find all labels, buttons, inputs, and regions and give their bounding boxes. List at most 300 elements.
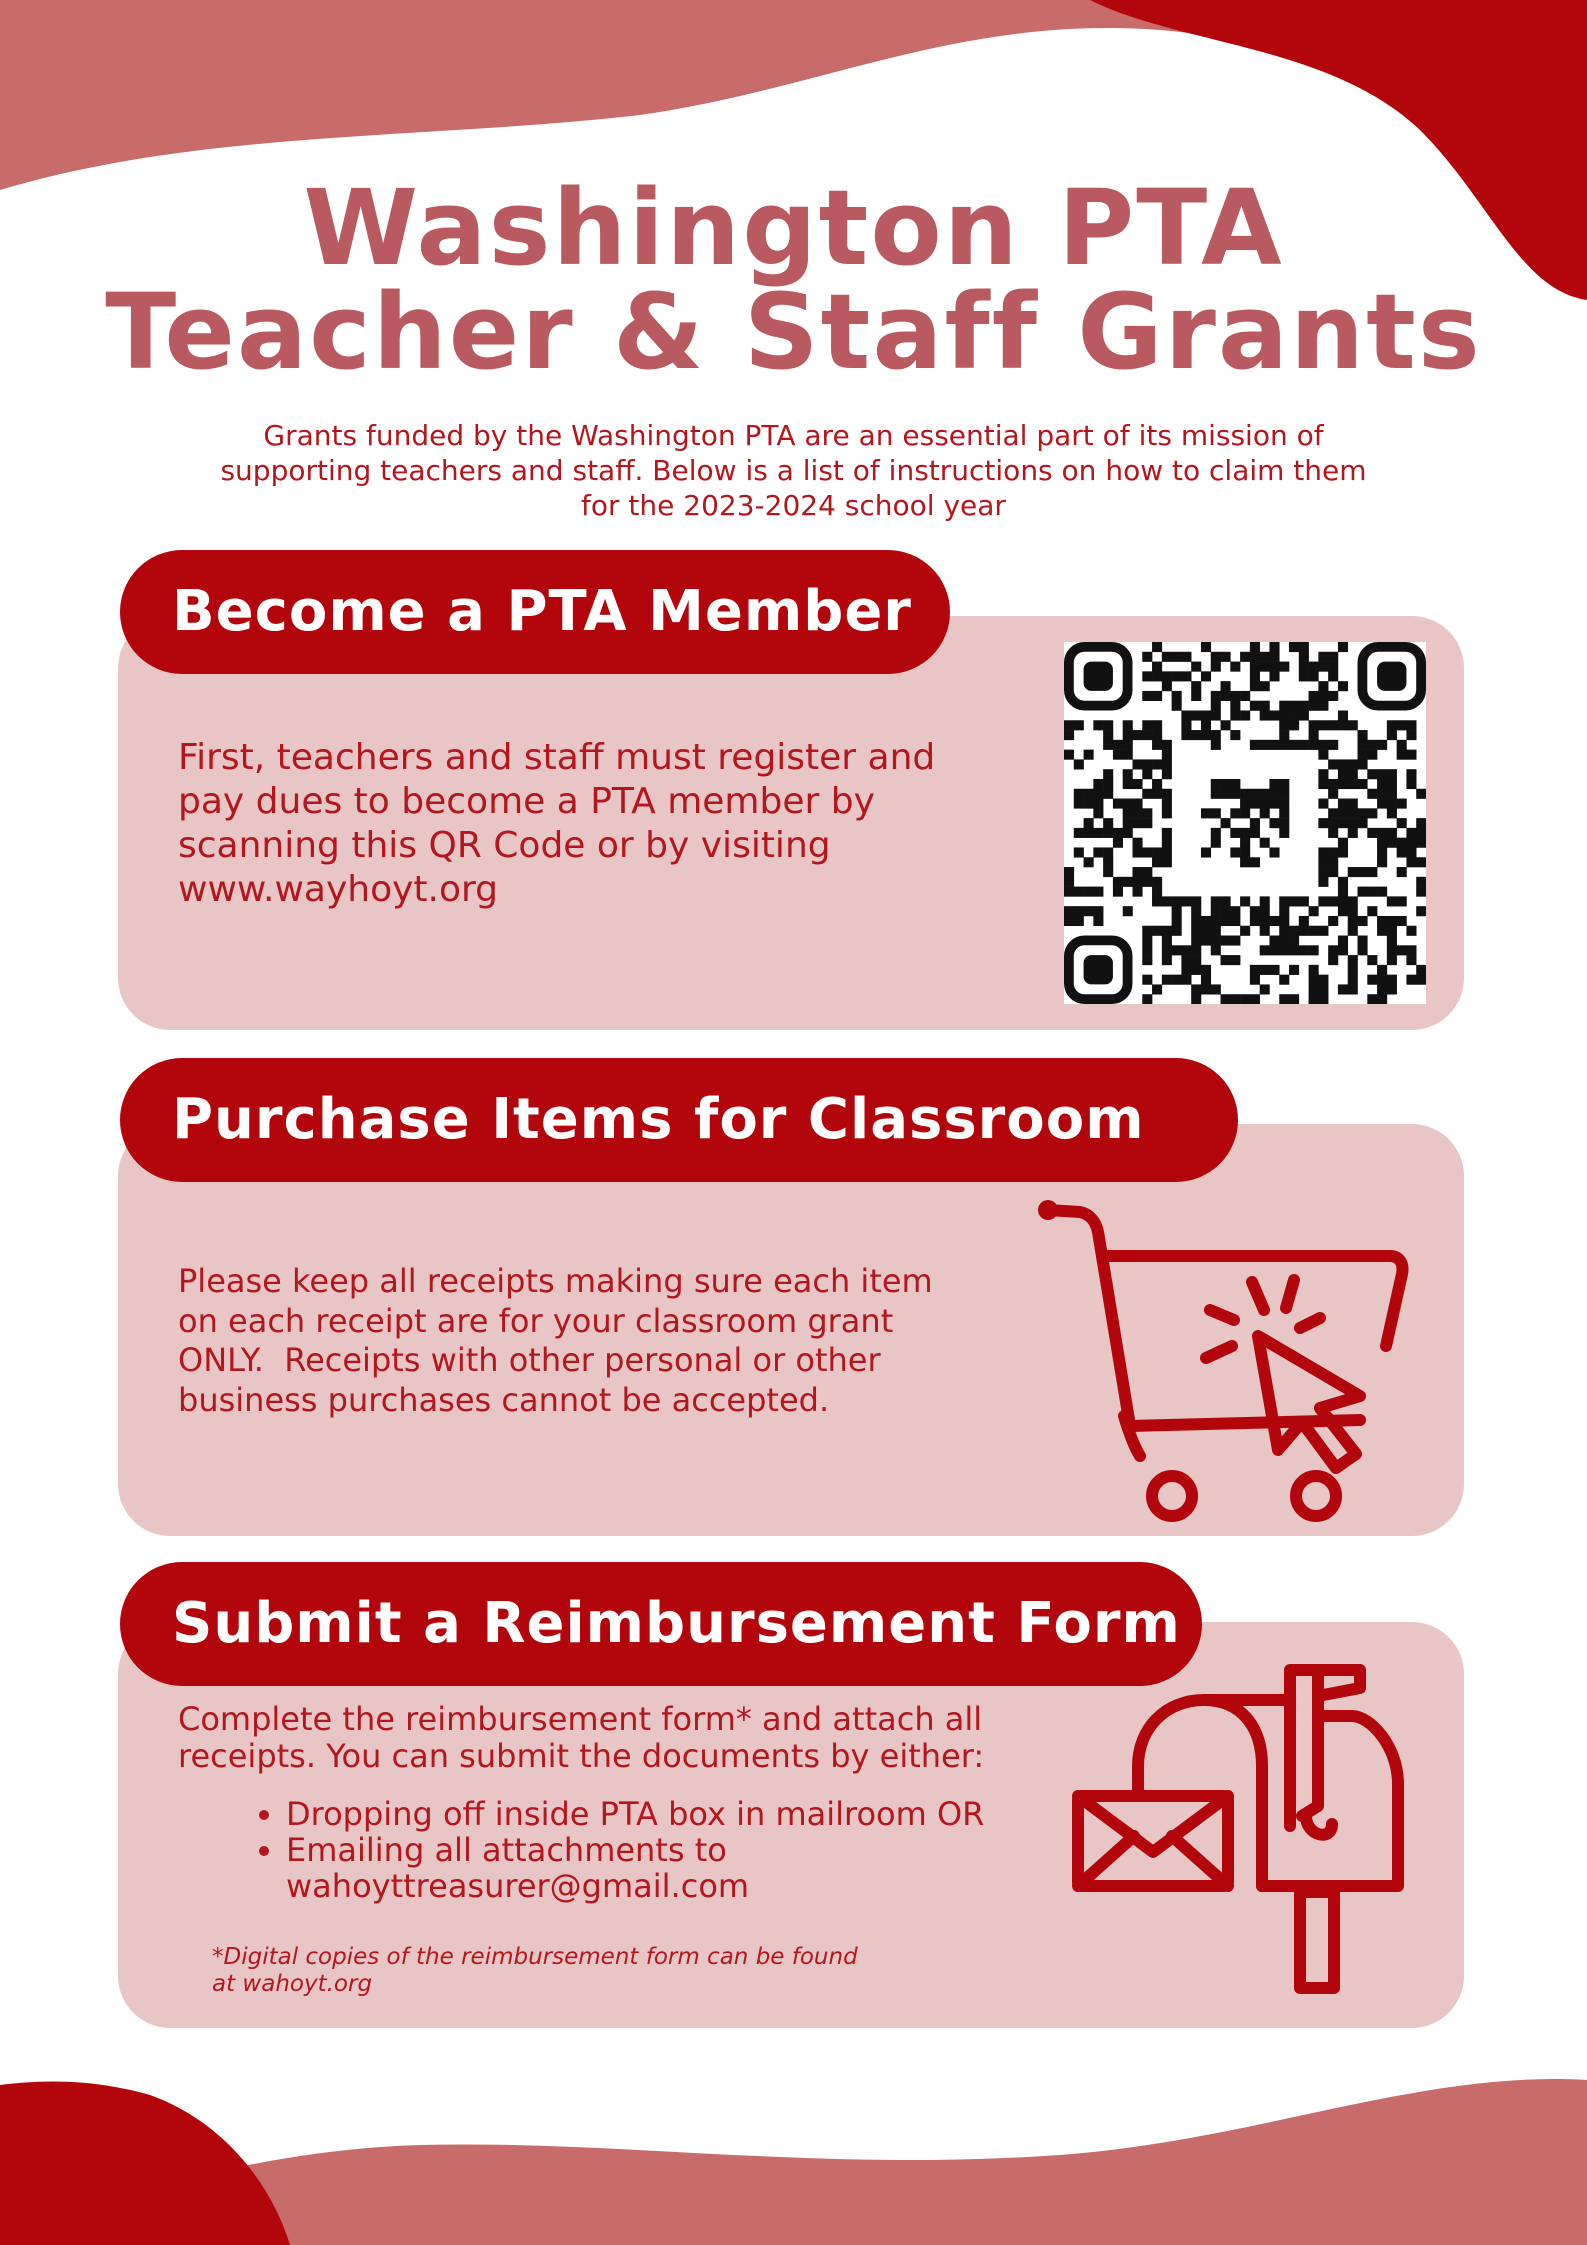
purchase-line: business purchases cannot be accepted.	[178, 1380, 830, 1419]
qr-module	[1152, 857, 1162, 867]
qr-module	[1260, 906, 1270, 916]
qr-module	[1211, 906, 1221, 916]
qr-module	[1250, 662, 1260, 672]
qr-module	[1289, 740, 1299, 750]
qr-module	[1240, 838, 1250, 848]
qr-module	[1328, 847, 1338, 857]
qr-module	[1211, 652, 1221, 662]
qr-module	[1113, 740, 1123, 750]
qr-module	[1279, 710, 1289, 720]
qr-module	[1358, 818, 1368, 828]
qr-module	[1397, 750, 1407, 760]
qr-module	[1201, 926, 1211, 936]
qr-module	[1172, 691, 1182, 701]
qr-module	[1152, 759, 1162, 769]
qr-module	[1279, 994, 1289, 1004]
qr-module	[1162, 975, 1172, 985]
qr-module	[1230, 691, 1240, 701]
qr-module	[1279, 701, 1289, 711]
reimbursement-line: receipts. You can submit the documents by either:	[178, 1737, 985, 1775]
footnote	[212, 1944, 952, 1998]
qr-module	[1397, 867, 1407, 877]
qr-module	[1377, 916, 1387, 926]
qr-module	[1338, 887, 1348, 897]
qr-module	[1358, 779, 1368, 789]
qr-module	[1191, 936, 1201, 946]
qr-module	[1142, 691, 1152, 701]
qr-module	[1221, 652, 1231, 662]
qr-module	[1142, 789, 1152, 799]
qr-module	[1103, 789, 1113, 799]
qr-module	[1230, 994, 1240, 1004]
footnote-line-1: *Digital copies of the reimbursement form can be found	[212, 1944, 858, 1970]
qr-module	[1318, 750, 1328, 760]
qr-module	[1103, 720, 1113, 730]
qr-module	[1260, 838, 1270, 848]
qr-module	[1387, 984, 1397, 994]
qr-module	[1279, 936, 1289, 946]
qr-module	[1416, 789, 1426, 799]
qr-module	[1269, 740, 1279, 750]
qr-module	[1191, 984, 1201, 994]
qr-module	[1309, 994, 1319, 1004]
qr-module	[1132, 799, 1142, 809]
submission-options-list	[250, 1796, 1106, 1904]
qr-module	[1387, 730, 1397, 740]
qr-module	[1279, 740, 1289, 750]
qr-module	[1289, 945, 1299, 955]
qr-module	[1269, 945, 1279, 955]
qr-module	[1279, 906, 1289, 916]
qr-module	[1279, 926, 1289, 936]
qr-module	[1123, 877, 1133, 887]
qr-module	[1387, 945, 1397, 955]
purchase-line: Please keep all receipts making sure each item	[178, 1262, 933, 1300]
qr-module	[1338, 984, 1348, 994]
qr-module	[1338, 896, 1348, 906]
qr-module	[1289, 720, 1299, 730]
qr-module	[1279, 799, 1289, 809]
qr-module	[1250, 828, 1260, 838]
qr-module	[1318, 681, 1328, 691]
qr-module	[1328, 896, 1338, 906]
title-line-2: Teacher & Staff Grants	[105, 271, 1482, 393]
qr-module	[1367, 867, 1377, 877]
qr-module	[1240, 926, 1250, 936]
qr-module	[1162, 945, 1172, 955]
qr-module	[1328, 857, 1338, 867]
qr-module	[1211, 945, 1221, 955]
qr-module	[1328, 955, 1338, 965]
qr-module	[1416, 975, 1426, 985]
mailbox-envelope-icon	[1070, 1656, 1410, 1996]
qr-module	[1358, 867, 1368, 877]
qr-module	[1142, 945, 1152, 955]
qr-module	[1221, 955, 1231, 965]
qr-module	[1230, 730, 1240, 740]
footnote-line-2: at wahoyt.org	[212, 1971, 373, 1997]
qr-module	[1123, 730, 1133, 740]
qr-module	[1240, 808, 1250, 818]
qr-module	[1348, 975, 1358, 985]
qr-module	[1191, 926, 1201, 936]
qr-module	[1318, 867, 1328, 877]
treasurer-email-link[interactable]: wahoyttreasurer@gmail.com	[286, 1867, 750, 1905]
qr-module	[1260, 652, 1270, 662]
qr-module	[1064, 916, 1074, 926]
qr-module	[1318, 857, 1328, 867]
qr-module	[1211, 691, 1221, 701]
qr-module	[1299, 896, 1309, 906]
qr-module	[1338, 799, 1348, 809]
qr-module	[1397, 740, 1407, 750]
qr-module	[1250, 975, 1260, 985]
qr-module	[1103, 730, 1113, 740]
qr-module	[1240, 847, 1250, 857]
qr-module	[1142, 847, 1152, 857]
qr-module	[1221, 916, 1231, 926]
qr-module	[1201, 847, 1211, 857]
qr-module	[1250, 857, 1260, 867]
qr-module	[1240, 896, 1250, 906]
qr-module	[1279, 789, 1289, 799]
qr-module	[1152, 671, 1162, 681]
qr-module	[1093, 847, 1103, 857]
qr-module	[1318, 847, 1328, 857]
qr-module	[1348, 916, 1358, 926]
qr-module	[1299, 740, 1309, 750]
qr-module	[1387, 799, 1397, 809]
qr-module	[1397, 847, 1407, 857]
qr-module	[1201, 671, 1211, 681]
qr-module	[1377, 975, 1387, 985]
qr-module	[1328, 652, 1338, 662]
qr-module	[1230, 779, 1240, 789]
qr-module	[1328, 828, 1338, 838]
qr-module	[1416, 965, 1426, 975]
qr-module	[1416, 818, 1426, 828]
qr-module	[1172, 896, 1182, 906]
qr-module	[1397, 799, 1407, 809]
qr-module	[1279, 818, 1289, 828]
qr-module	[1338, 945, 1348, 955]
qr-module	[1181, 896, 1191, 906]
qr-module	[1074, 720, 1084, 730]
qr-module	[1279, 896, 1289, 906]
qr-module	[1377, 769, 1387, 779]
qr-module	[1240, 828, 1250, 838]
qr-module	[1142, 955, 1152, 965]
qr-module	[1289, 896, 1299, 906]
qr-module	[1074, 916, 1084, 926]
qr-module	[1181, 965, 1191, 975]
membership-website-link[interactable]: www.wayhoyt.org	[178, 869, 499, 910]
qr-module	[1221, 936, 1231, 946]
qr-module	[1279, 916, 1289, 926]
qr-module	[1367, 769, 1377, 779]
qr-module	[1328, 740, 1338, 750]
qr-module	[1406, 769, 1416, 779]
qr-module	[1338, 642, 1348, 652]
qr-module	[1250, 818, 1260, 828]
qr-module	[1387, 838, 1397, 848]
qr-module	[1074, 759, 1084, 769]
qr-module	[1348, 808, 1358, 818]
qr-module	[1250, 799, 1260, 809]
qr-module	[1191, 710, 1201, 720]
qr-module	[1103, 847, 1113, 857]
qr-module	[1406, 828, 1416, 838]
qr-module	[1289, 926, 1299, 936]
qr-module	[1397, 945, 1407, 955]
qr-module	[1162, 799, 1172, 809]
qr-module	[1416, 838, 1426, 848]
qr-module	[1318, 769, 1328, 779]
qr-module	[1406, 750, 1416, 760]
qr-module	[1113, 750, 1123, 760]
qr-module	[1250, 652, 1260, 662]
qr-module	[1142, 652, 1152, 662]
qr-module	[1387, 789, 1397, 799]
qr-module	[1172, 671, 1182, 681]
qr-module	[1289, 701, 1299, 711]
shopping-cart-click-icon	[1020, 1186, 1420, 1526]
qr-module	[1328, 662, 1338, 672]
qr-module	[1211, 730, 1221, 740]
list-item-text: Emailing all attachments to	[286, 1831, 727, 1869]
qr-module	[1367, 994, 1377, 1004]
qr-module	[1230, 916, 1240, 926]
qr-module	[1348, 769, 1358, 779]
qr-module	[1318, 701, 1328, 711]
qr-module	[1269, 662, 1279, 672]
purchase-line: ONLY. Receipts with other personal or other	[178, 1341, 881, 1379]
qr-module	[1152, 847, 1162, 857]
qr-module	[1289, 994, 1299, 1004]
qr-module	[1103, 818, 1113, 828]
qr-module	[1358, 887, 1368, 897]
qr-module	[1260, 789, 1270, 799]
qr-module	[1377, 779, 1387, 789]
qr-module	[1348, 759, 1358, 769]
qr-module	[1377, 789, 1387, 799]
qr-module	[1348, 955, 1358, 965]
qr-module	[1260, 945, 1270, 955]
qr-module	[1358, 945, 1368, 955]
qr-module	[1289, 936, 1299, 946]
qr-module	[1338, 779, 1348, 789]
qr-module	[1299, 945, 1309, 955]
qr-module	[1221, 789, 1231, 799]
qr-module	[1289, 710, 1299, 720]
qr-module	[1318, 994, 1328, 1004]
qr-module	[1211, 779, 1221, 789]
qr-module	[1338, 759, 1348, 769]
qr-module	[1338, 936, 1348, 946]
qr-module	[1152, 984, 1162, 994]
qr-module	[1074, 906, 1084, 916]
qr-module	[1142, 867, 1152, 877]
qr-module	[1367, 789, 1377, 799]
qr-module	[1152, 642, 1162, 652]
qr-module	[1269, 789, 1279, 799]
qr-module	[1318, 896, 1328, 906]
qr-module	[1172, 916, 1182, 926]
qr-module	[1211, 828, 1221, 838]
qr-module	[1279, 808, 1289, 818]
qr-module	[1230, 710, 1240, 720]
qr-module	[1338, 818, 1348, 828]
qr-module	[1084, 828, 1094, 838]
qr-module	[1318, 652, 1328, 662]
qr-module	[1250, 681, 1260, 691]
qr-module	[1201, 710, 1211, 720]
qr-module	[1074, 828, 1084, 838]
qr-module	[1367, 955, 1377, 965]
qr-module	[1328, 759, 1338, 769]
qr-module	[1064, 867, 1074, 877]
qr-module	[1230, 828, 1240, 838]
qr-module	[1309, 691, 1319, 701]
qr-module	[1162, 759, 1172, 769]
qr-module	[1162, 828, 1172, 838]
qr-module	[1093, 906, 1103, 916]
qr-module	[1113, 828, 1123, 838]
qr-module	[1211, 710, 1221, 720]
qr-module	[1064, 750, 1074, 760]
qr-module	[1269, 652, 1279, 662]
qr-module	[1328, 789, 1338, 799]
qr-module	[1201, 642, 1211, 652]
qr-module	[1299, 642, 1309, 652]
qr-module	[1269, 847, 1279, 857]
qr-module	[1260, 740, 1270, 750]
qr-module	[1103, 867, 1113, 877]
qr-module	[1064, 877, 1074, 887]
qr-code-icon[interactable]	[1064, 642, 1426, 1004]
qr-module	[1084, 887, 1094, 897]
qr-module	[1093, 887, 1103, 897]
qr-module	[1289, 642, 1299, 652]
qr-module	[1318, 926, 1328, 936]
qr-module	[1172, 975, 1182, 985]
qr-module	[1181, 975, 1191, 985]
qr-module	[1152, 789, 1162, 799]
title-line-1: Washington PTA	[303, 167, 1284, 289]
qr-module	[1142, 671, 1152, 681]
qr-module	[1416, 877, 1426, 887]
qr-module	[1377, 828, 1387, 838]
qr-module	[1387, 828, 1397, 838]
qr-module	[1377, 887, 1387, 897]
qr-module	[1084, 857, 1094, 867]
qr-module	[1318, 984, 1328, 994]
qr-module	[1181, 730, 1191, 740]
qr-module	[1162, 652, 1172, 662]
qr-module	[1377, 926, 1387, 936]
qr-module	[1132, 877, 1142, 887]
qr-module	[1328, 808, 1338, 818]
qr-module	[1269, 799, 1279, 809]
reimbursement-line: Complete the reimbursement form* and attach all	[178, 1700, 983, 1738]
qr-module	[1211, 936, 1221, 946]
qr-module	[1309, 720, 1319, 730]
qr-module	[1201, 965, 1211, 975]
qr-module	[1338, 720, 1348, 730]
qr-module	[1387, 720, 1397, 730]
qr-module	[1201, 730, 1211, 740]
qr-module	[1289, 965, 1299, 975]
qr-module	[1318, 740, 1328, 750]
qr-module	[1084, 789, 1094, 799]
intro-line-1: Grants funded by the Washington PTA are an essential part of its mission of	[263, 419, 1324, 452]
intro-line-2: supporting teachers and staff. Below is a list of instructions on how to claim them	[220, 454, 1367, 487]
qr-module	[1269, 818, 1279, 828]
qr-module	[1201, 808, 1211, 818]
qr-module	[1211, 916, 1221, 926]
qr-module	[1172, 701, 1182, 711]
qr-module	[1211, 789, 1221, 799]
qr-module	[1348, 896, 1358, 906]
qr-module	[1152, 779, 1162, 789]
qr-module	[1348, 906, 1358, 916]
qr-module	[1181, 720, 1191, 730]
qr-module	[1132, 818, 1142, 828]
qr-module	[1416, 887, 1426, 897]
qr-module	[1162, 681, 1172, 691]
qr-module	[1406, 730, 1416, 740]
qr-module	[1181, 955, 1191, 965]
qr-module	[1142, 730, 1152, 740]
qr-module	[1172, 926, 1182, 936]
qr-module	[1123, 808, 1133, 818]
qr-module	[1240, 691, 1250, 701]
qr-module	[1279, 720, 1289, 730]
qr-module	[1338, 847, 1348, 857]
qr-module	[1123, 779, 1133, 789]
qr-module	[1397, 818, 1407, 828]
qr-module	[1299, 671, 1309, 681]
qr-module	[1123, 799, 1133, 809]
qr-module	[1162, 808, 1172, 818]
qr-module	[1260, 916, 1270, 926]
qr-module	[1309, 984, 1319, 994]
qr-module	[1406, 847, 1416, 857]
qr-module	[1338, 877, 1348, 887]
qr-module	[1191, 681, 1201, 691]
qr-module	[1279, 975, 1289, 985]
qr-module	[1093, 808, 1103, 818]
qr-module	[1299, 701, 1309, 711]
qr-module	[1367, 906, 1377, 916]
qr-module	[1230, 936, 1240, 946]
qr-module	[1103, 857, 1113, 867]
qr-module	[1093, 916, 1103, 926]
qr-module	[1221, 691, 1231, 701]
qr-module	[1152, 720, 1162, 730]
qr-module	[1152, 730, 1162, 740]
qr-module	[1142, 994, 1152, 1004]
qr-module	[1113, 877, 1123, 887]
qr-module	[1211, 984, 1221, 994]
qr-module	[1230, 701, 1240, 711]
qr-module	[1406, 975, 1416, 985]
qr-module	[1132, 808, 1142, 818]
qr-module	[1240, 799, 1250, 809]
qr-module	[1162, 936, 1172, 946]
qr-module	[1328, 691, 1338, 701]
qr-module	[1074, 789, 1084, 799]
